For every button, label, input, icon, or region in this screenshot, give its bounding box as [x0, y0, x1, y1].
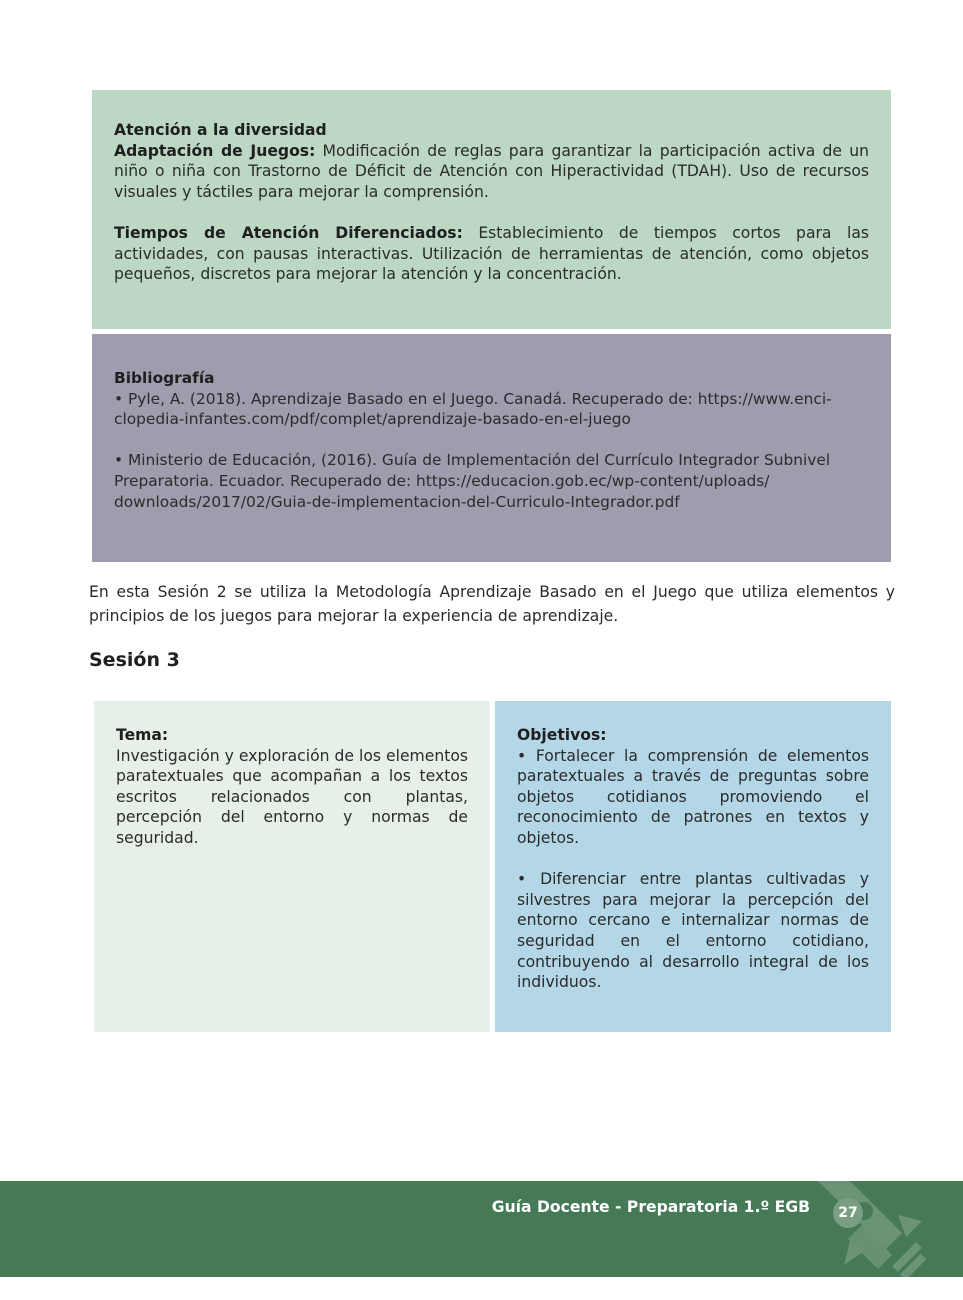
objetivos-box [495, 701, 891, 1032]
page-footer [0, 1181, 963, 1277]
tema-box [94, 701, 490, 1032]
session-title: Sesión 3 [89, 649, 180, 671]
bibliography-entry: • Ministerio de Educación, (2016). Guía de Implementación del Currículo Integrador Subnivel Preparatoria. Ecuador. Recuperado de: https://educacion.gob.ec/wp-content/uploads/ downloads/2017/02/Guia-de-implementacion-del-Curriculo-Integrador.pdf [114, 451, 831, 511]
bibliography-heading: Bibliografía [114, 369, 215, 387]
rocket-icon [806, 1181, 936, 1277]
diversity-box [92, 90, 891, 329]
bibliography-entry: • Pyle, A. (2018). Aprendizaje Basado en el Juego. Canadá. Recuperado de: https://www.enci-clopedia-infantes.com/pdf/complet/aprendizaje-basado-en-el-juego [114, 389, 832, 429]
tema-heading: Tema: [116, 726, 169, 744]
adaptation-paragraph [114, 141, 869, 203]
intro-text: En esta Sesión 2 se utiliza la Metodología Aprendizaje Basado en el Juego que utiliza elementos y principios de los juegos para mejorar la experiencia de aprendizaje. [89, 583, 895, 625]
objetivo-item: • Fortalecer la comprensión de elementos paratextuales a través de preguntas sobre objetos cotidianos promoviendo el reconocimiento de patrones en textos y objetos. [517, 746, 869, 847]
times-paragraph [114, 223, 869, 285]
times-text: Establecimiento de tiempos cortos para las actividades, con pausas interactivas. Utilización de herramientas de atención, como objetos pequeños, discretos para mejorar la atención y la concentración. [114, 223, 869, 284]
bibliography-box [92, 334, 891, 562]
intro-paragraph [89, 580, 895, 628]
adaptation-text: Modificación de reglas para garantizar la participación activa de un niño o niña con Trastorno de Déficit de Atención con Hiperactividad (TDAH). Uso de recursos visuales y táctiles para mejorar la comprensión. [114, 141, 869, 201]
objetivo-item: • Diferenciar entre plantas cultivadas y silvestres para mejorar la percepción del entorno cercano e internalizar normas de seguridad en el entorno cotidiano, contribuyendo al desarrollo integral de los individuos. [517, 870, 869, 992]
footer-title: Guía Docente - Preparatoria 1.º EGB [491, 1198, 810, 1216]
adaptation-label: Adaptación de Juegos: [114, 141, 316, 160]
diversity-heading: Atención a la diversidad [114, 121, 327, 139]
times-label: Tiempos de Atención Diferenciados: [114, 223, 463, 242]
objetivos-heading: Objetivos: [517, 726, 607, 744]
tema-text: Investigación y exploración de los elementos paratextuales que acompañan a los textos escritos relacionados con plantas, percepción del entorno y normas de seguridad. [116, 746, 468, 847]
page-number: 27 [833, 1198, 863, 1228]
